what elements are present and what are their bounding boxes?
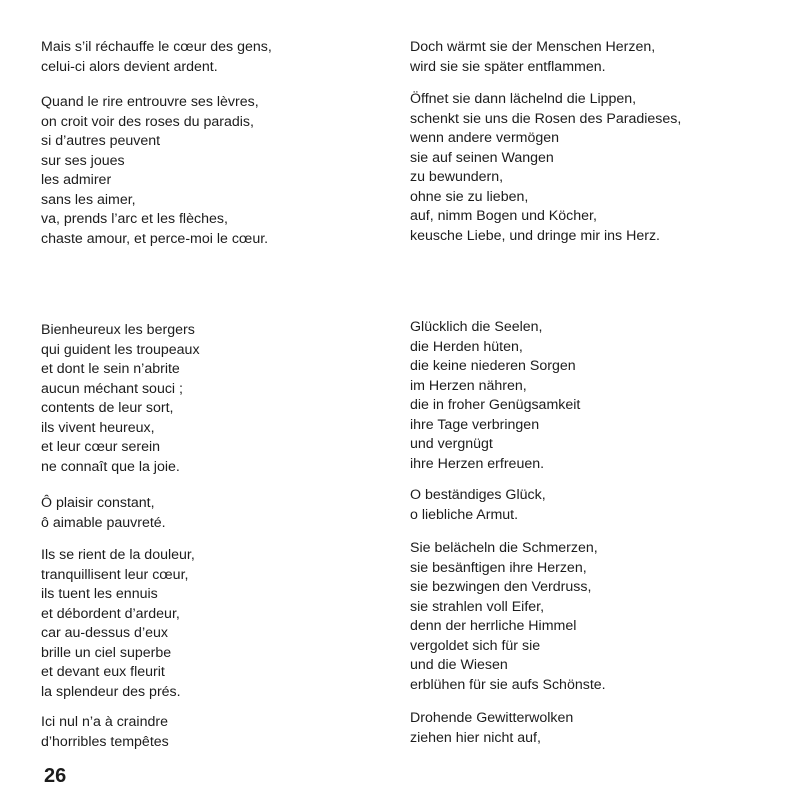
french-stanza-5 (41, 546, 195, 702)
verse-line: et débordent d’ardeur, (41, 605, 180, 622)
verse-line: zu bewundern, (410, 169, 504, 185)
verse-line: brille un ciel superbe (41, 644, 172, 661)
french-stanza-4 (41, 494, 166, 533)
verse-line: on croit voir des roses du paradis, (41, 113, 254, 130)
verse-line: et leur cœur serein (41, 439, 161, 455)
verse-line: tranquillisent leur cœur, (41, 566, 189, 583)
verse-line: wenn andere vermögen (410, 130, 560, 146)
german-stanza-6 (410, 709, 573, 748)
verse-line: denn der herrliche Himmel (410, 618, 577, 634)
verse-line: schenkt sie uns die Rosen des Paradieses, (410, 110, 682, 127)
verse-line: contents de leur sort, (41, 400, 174, 416)
verse-line: Öffnet sie dann lächelnd die Lippen, (410, 91, 637, 107)
verse-line: la splendeur des prés. (41, 683, 181, 700)
verse-line: und die Wiesen (410, 657, 508, 673)
verse-line: ihre Herzen erfreuen. (410, 455, 545, 472)
french-stanza-6 (41, 713, 169, 752)
verse-line: Quand le rire entrouvre ses lèvres, (41, 94, 259, 110)
verse-line: qui guident les troupeaux (41, 341, 200, 358)
french-stanza-2 (41, 93, 268, 249)
verse-line: si d’autres peuvent (41, 133, 161, 149)
verse-line: ils vivent heureux, (41, 419, 155, 436)
verse-line: Ô plaisir constant, (41, 495, 155, 511)
verse-line: d’horribles tempêtes (41, 733, 169, 750)
verse-line: Ils se rient de la douleur, (41, 547, 195, 563)
verse-line: und vergnügt (410, 436, 493, 452)
verse-line: keusche Liebe, und dringe mir ins Herz. (410, 227, 660, 244)
verse-line: et devant eux fleurit (41, 664, 165, 680)
verse-line: Bienheureux les bergers (41, 322, 195, 338)
verse-line: Drohende Gewitterwolken (410, 710, 574, 726)
verse-line: wird sie sie später entflammen. (410, 58, 606, 75)
verse-line: Doch wärmt sie der Menschen Herzen, (410, 39, 656, 55)
verse-line: Glücklich die Seelen, (410, 319, 543, 335)
verse-line: sur ses joues (41, 152, 125, 169)
verse-line: va, prends l’arc et les flèches, (41, 211, 228, 227)
verse-line: sie besänftigen ihre Herzen, (410, 559, 587, 576)
french-stanza-3 (41, 321, 200, 477)
french-stanza-1 (41, 38, 272, 77)
verse-line: celui-ci alors devient ardent. (41, 58, 218, 75)
verse-line: erblühen für sie aufs Schönste. (410, 676, 606, 693)
verse-line: Ici nul n’a à craindre (41, 714, 168, 730)
verse-line: les admirer (41, 172, 112, 188)
verse-line: Mais s’il réchauffe le cœur des gens, (41, 39, 272, 55)
german-stanza-3 (410, 318, 580, 474)
verse-line: ne connaît que la joie. (41, 458, 180, 475)
verse-line: Sie belächeln die Schmerzen, (410, 540, 598, 556)
verse-line: ihre Tage verbringen (410, 416, 540, 433)
verse-line: die Herden hüten, (410, 338, 523, 355)
german-stanza-1 (410, 38, 655, 77)
verse-line: et dont le sein n’abrite (41, 361, 180, 377)
verse-line: sie auf seinen Wangen (410, 149, 554, 166)
verse-line: ô aimable pauvreté. (41, 514, 166, 531)
verse-line: im Herzen nähren, (410, 377, 527, 394)
verse-line: die keine niederen Sorgen (410, 358, 576, 374)
verse-line: O beständiges Glück, (410, 487, 546, 503)
verse-line: vergoldet sich für sie (410, 637, 541, 654)
verse-line: chaste amour, et perce-moi le cœur. (41, 230, 269, 247)
verse-line: aucun méchant souci ; (41, 380, 183, 397)
verse-line: o liebliche Armut. (410, 506, 519, 523)
verse-line: car au-dessus d’eux (41, 625, 168, 641)
verse-line: sie bezwingen den Verdruss, (410, 579, 592, 595)
verse-line: sans les aimer, (41, 191, 136, 208)
german-stanza-4 (410, 486, 546, 525)
verse-line: sie strahlen voll Eifer, (410, 598, 545, 615)
german-stanza-5 (410, 539, 606, 695)
verse-line: auf, nimm Bogen und Köcher, (410, 208, 597, 224)
verse-line: ils tuent les ennuis (41, 586, 158, 602)
verse-line: die in froher Genügsamkeit (410, 397, 581, 413)
page-number: 26 (44, 765, 67, 787)
german-stanza-2 (410, 90, 681, 246)
verse-line: ziehen hier nicht auf, (410, 729, 541, 746)
verse-line: ohne sie zu lieben, (410, 188, 529, 205)
